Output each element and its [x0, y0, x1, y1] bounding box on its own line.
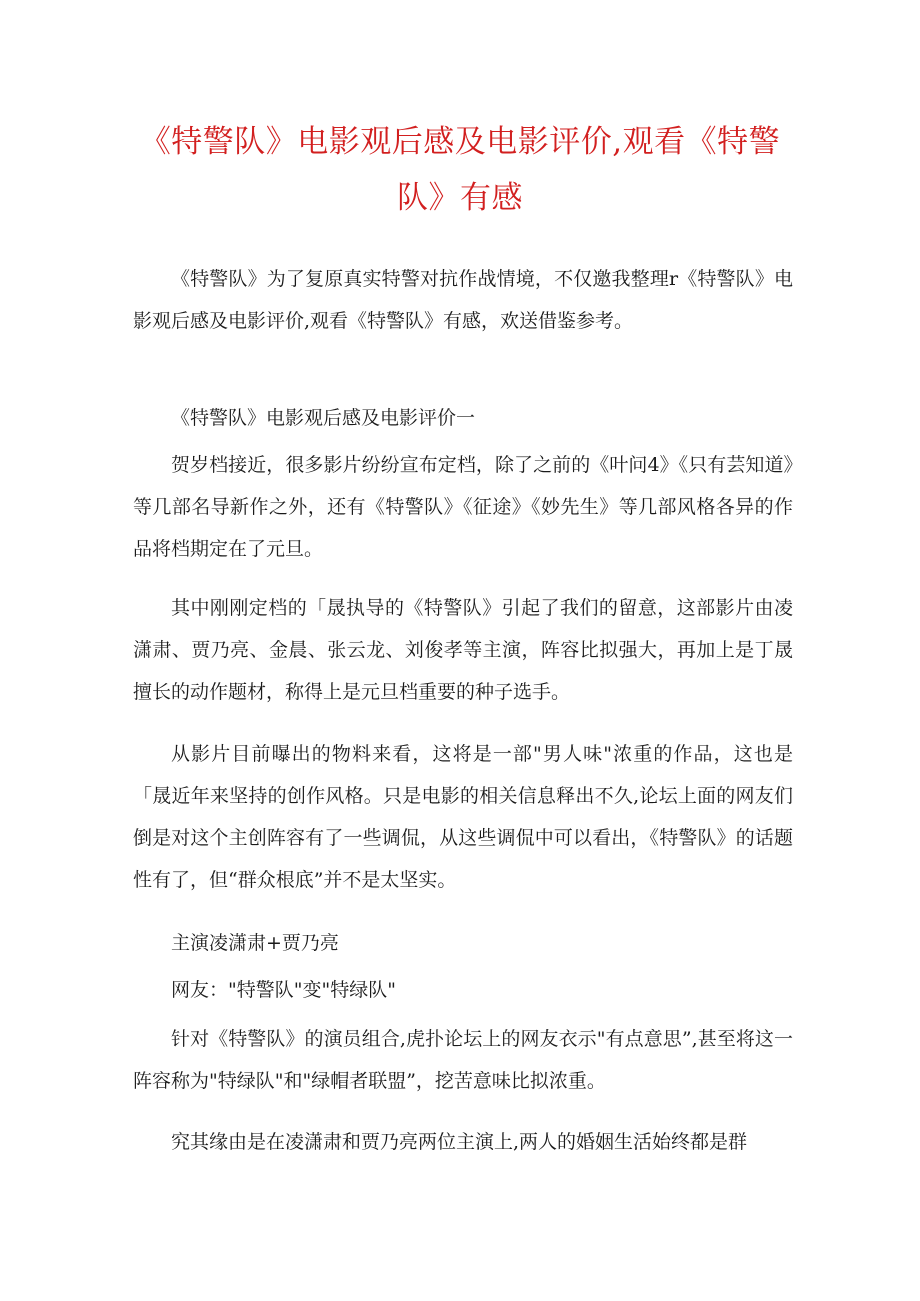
document-title-line-1: 《特警队》电影观后感及电影评价,观看《特警 — [139, 124, 781, 160]
document-title-line-2: 队》有感 — [397, 180, 523, 216]
section-heading: 《特警队》电影观后感及电影评价一 — [171, 407, 476, 429]
body-paragraph-2: 其中刚刚定档的「晟执导的《特警队》引起了我们的留意，这部影片由凌潇肃、贾乃亮、金晨、张云龙、刘俊孝等主演，阵容比拟强大，再加上是丁晟擅长的动作题材，称得上是元旦档重要的种子选手。 — [133, 597, 793, 703]
body-paragraph-3: 从影片目前曝出的物料来看，这将是一部"男人味"浓重的作品，这也是「晟近年来坚持的创作风格。只是电影的相关信息释出不久,论坛上面的网友们倒是对这个主创阵容有了一些调侃，从这些调侃中可以看出，《特警队》的话题性有了，但“群众根底”并不是太坚实。 — [133, 743, 793, 891]
sub-heading-netizens: 网友："特警队"变"特绿队" — [171, 979, 396, 1001]
intro-paragraph: 《特警队》为了复原真实特警对抗作战情境，不仅邀我整理r《特警队》电影观后感及电影评价,观看《特警队》有感，欢送借鉴参考。 — [133, 268, 793, 332]
sub-heading-cast: 主演凌潇肃+贾乃亮 — [171, 932, 339, 954]
body-paragraph-5: 究其缘由是在凌潇肃和贾乃亮两位主演上,两人的婚姻生活始终都是群 — [171, 1131, 748, 1153]
body-paragraph-1: 贺岁档接近，很多影片纷纷宣布定档，除了之前的《叶问4》《只有芸知道》等几部名导新作之外，还有《特警队》《征途》《妙先生》等几部风格各异的作品将档期定在了元旦。 — [133, 454, 793, 560]
body-paragraph-4: 针对《特警队》的演员组合,虎扑论坛上的网友衣示"有点意思”,甚至将这一阵容称为"特绿队"和"绿帽者联盟”，挖苦意味比拟浓重。 — [133, 1028, 793, 1092]
